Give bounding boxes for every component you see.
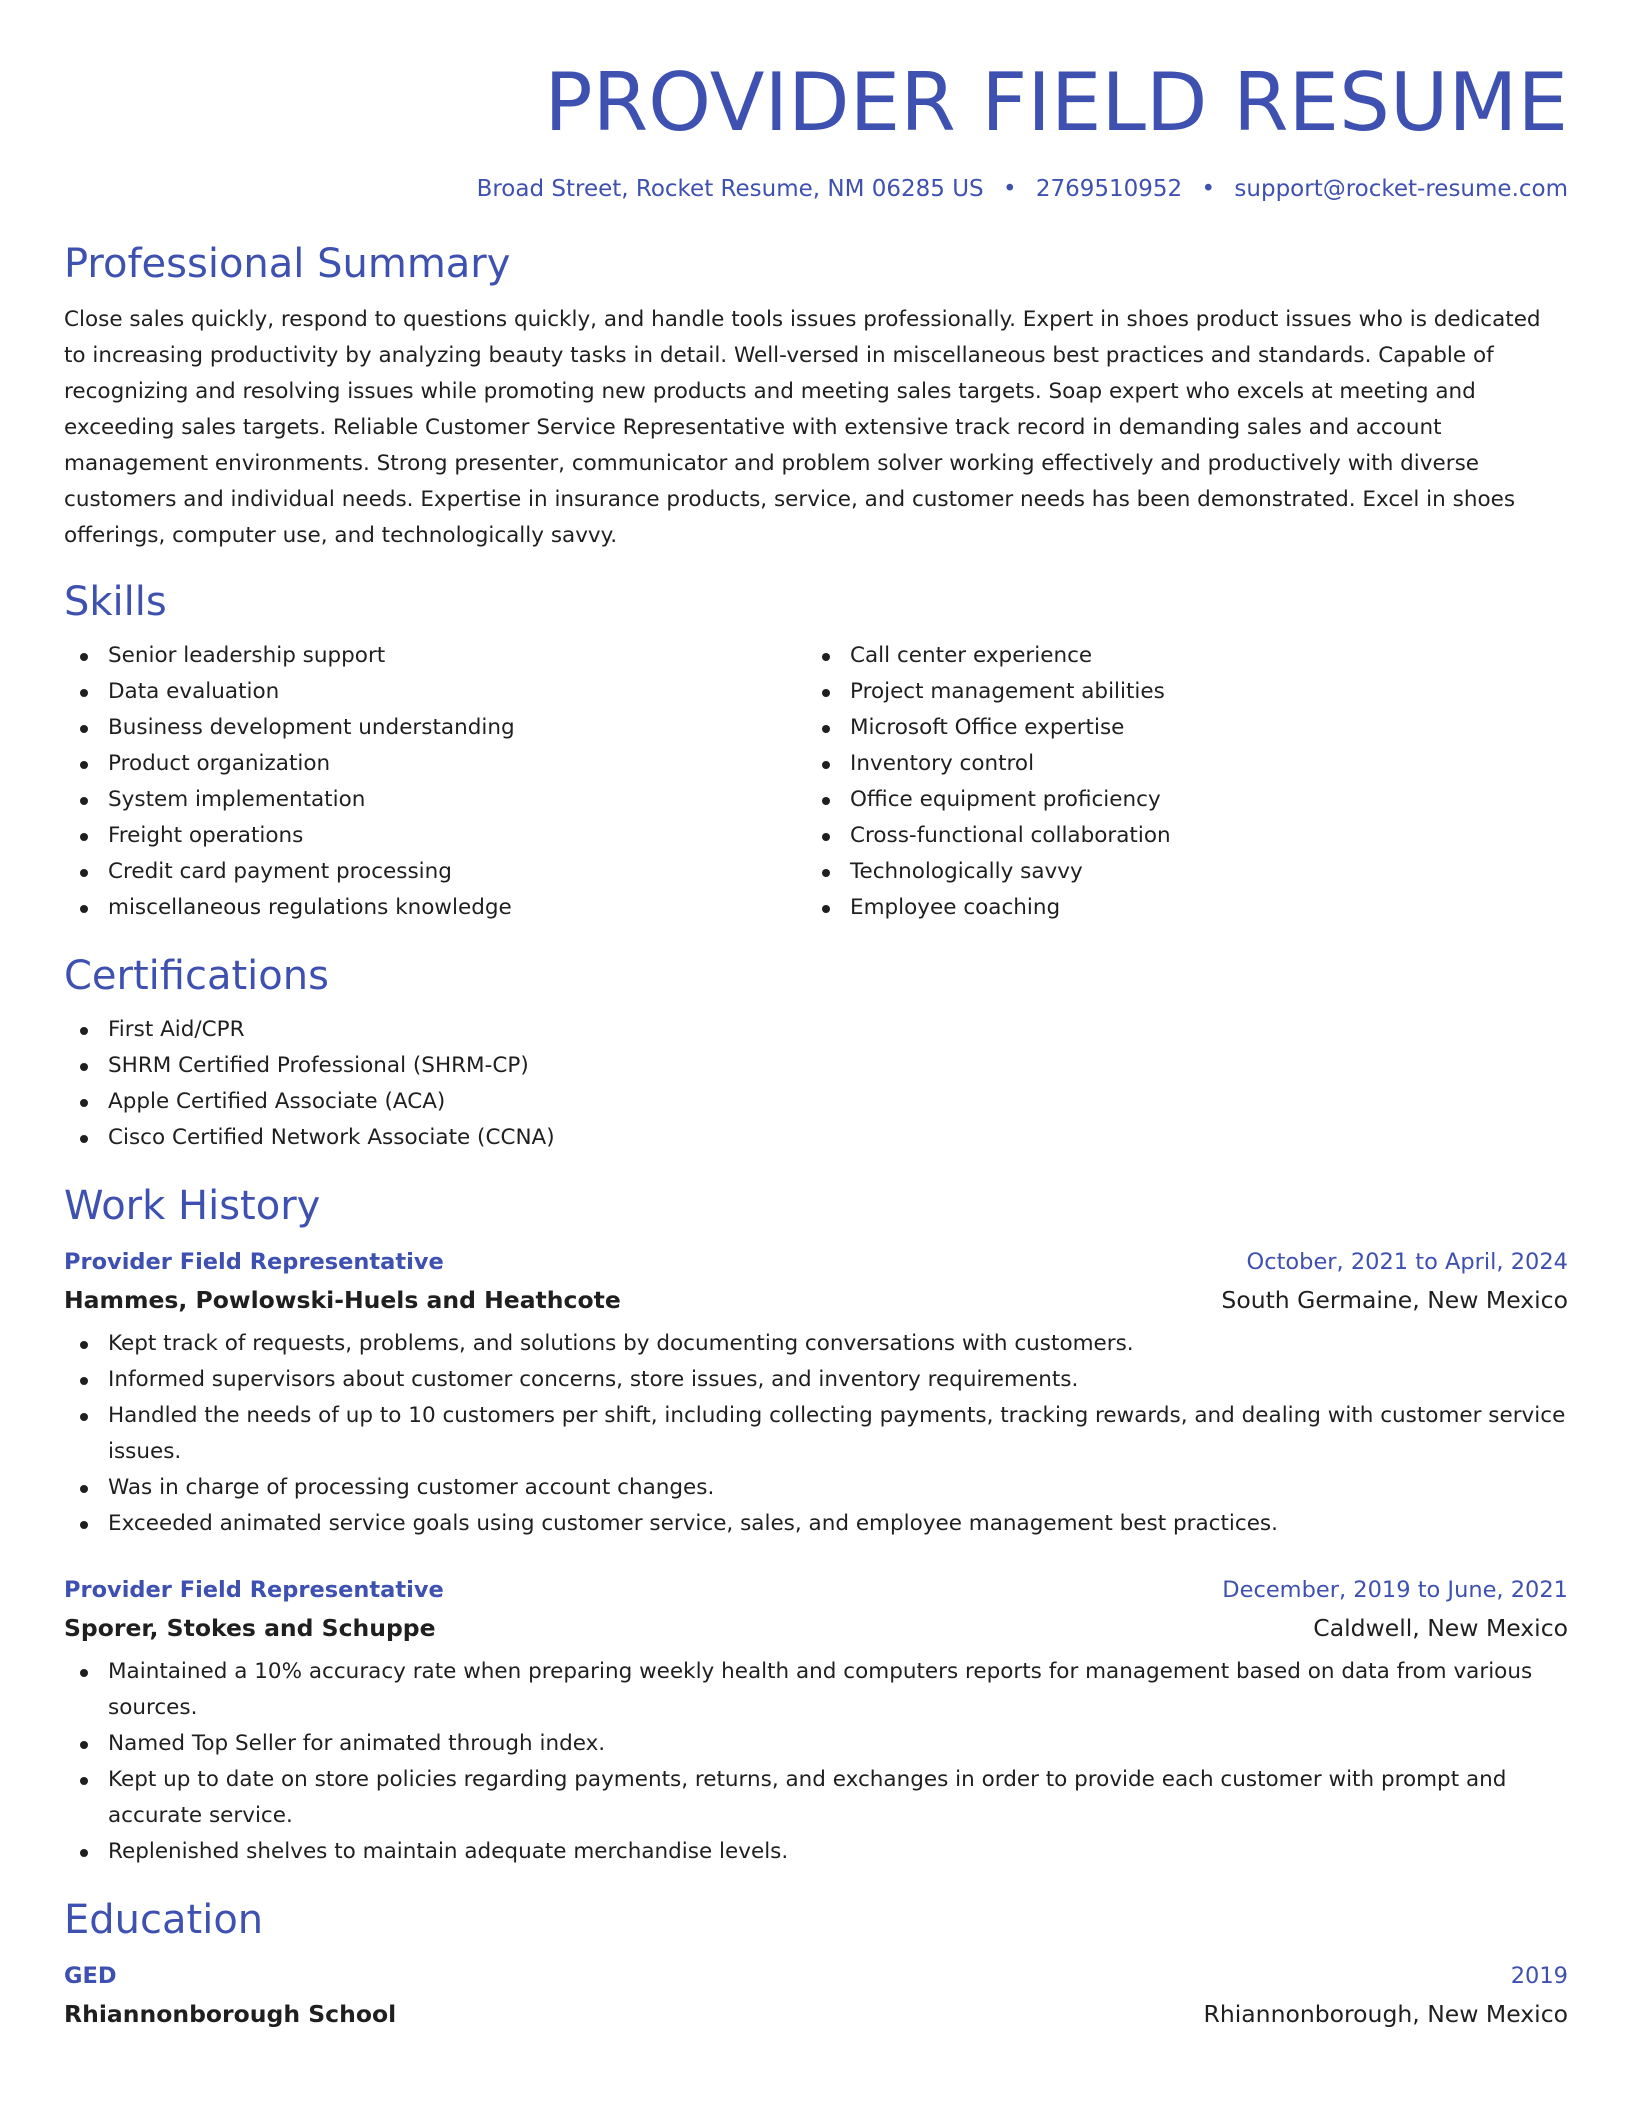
job-entry <box>64 1244 1568 1542</box>
job-bullet: Kept up to date on store policies regarding payments, returns, and exchanges in order to provide each customer with prompt and accurate service. <box>64 1762 1568 1834</box>
skill-item: Product organization <box>64 746 806 782</box>
skill-item: Technologically savvy <box>806 854 1568 890</box>
education-header <box>64 1958 1568 1994</box>
certification-item: First Aid/CPR <box>64 1012 1568 1048</box>
job-bullets <box>64 1326 1568 1542</box>
education-section <box>64 1892 1568 2034</box>
summary-section <box>64 236 1568 554</box>
resume-header <box>64 0 1568 206</box>
job-bullet: Was in charge of processing customer account changes. <box>64 1470 1568 1506</box>
job-bullet: Named Top Seller for animated through index. <box>64 1726 1568 1762</box>
job-header <box>64 1572 1568 1608</box>
job-bullet: Exceeded animated service goals using customer service, sales, and employee management best practices. <box>64 1506 1568 1542</box>
summary-text: Close sales quickly, respond to questions quickly, and handle tools issues professionally. Expert in shoes product issues who is dedicated to increasing productivity by analyzing beauty tasks in detail. Well-versed in miscellaneous best practices and standards. Capable of recognizing and resolving issues while promoting new products and meeting sales targets. Soap expert who excels at meeting and exceeding sales targets. Reliable Customer Service Representative with extensive track record in demanding sales and account management environments. Strong presenter, communicator and problem solver working effectively and productively with diverse customers and individual needs. Expertise in insurance products, service, and customer needs has been demonstrated. Excel in shoes offerings, computer use, and technologically savvy. <box>64 307 1541 548</box>
skills-grid <box>64 638 1568 926</box>
contact-line <box>64 172 1568 206</box>
job-location: Caldwell, New Mexico <box>1313 1614 1568 1642</box>
job-company: Sporer, Stokes and Schuppe <box>64 1614 436 1642</box>
skills-list-left <box>64 638 806 926</box>
job-subheader <box>64 1608 1568 1648</box>
education-school: Rhiannonborough School <box>64 2000 397 2028</box>
skill-item: Microsoft Office expertise <box>806 710 1568 746</box>
contact-address: Broad Street, Rocket Resume, NM 06285 US <box>476 176 984 202</box>
job-bullet: Handled the needs of up to 10 customers per shift, including collecting payments, tracking rewards, and dealing with customer service issues. <box>64 1398 1568 1470</box>
education-location: Rhiannonborough, New Mexico <box>1203 2000 1568 2028</box>
education-subheader <box>64 1994 1568 2034</box>
job-subheader <box>64 1280 1568 1320</box>
skills-section <box>64 574 1568 926</box>
skill-item: miscellaneous regulations knowledge <box>64 890 806 926</box>
job-bullet: Replenished shelves to maintain adequate merchandise levels. <box>64 1834 1568 1870</box>
skill-item: Project management abilities <box>806 674 1568 710</box>
certifications-list <box>64 1012 1568 1156</box>
skill-item: Business development understanding <box>64 710 806 746</box>
section-title-skills: Skills <box>64 579 167 625</box>
contact-separator: • <box>1002 176 1017 202</box>
job-dates: October, 2021 to April, 2024 <box>1246 1249 1568 1275</box>
certification-item: Apple Certified Associate (ACA) <box>64 1084 1568 1120</box>
job-title: Provider Field Representative <box>64 1249 444 1275</box>
section-title-work-history: Work History <box>64 1183 321 1229</box>
skill-item: Senior leadership support <box>64 638 806 674</box>
contact-separator: • <box>1201 176 1216 202</box>
skill-item: Freight operations <box>64 818 806 854</box>
skill-item: Office equipment proficiency <box>806 782 1568 818</box>
skill-item: System implementation <box>64 782 806 818</box>
job-bullet: Maintained a 10% accuracy rate when preparing weekly health and computers reports for management based on data from various sources. <box>64 1654 1568 1726</box>
skill-item: Call center experience <box>806 638 1568 674</box>
education-year: 2019 <box>1510 1963 1568 1989</box>
job-bullets <box>64 1654 1568 1870</box>
certification-item: Cisco Certified Network Associate (CCNA) <box>64 1120 1568 1156</box>
section-title-certifications: Certifications <box>64 953 329 999</box>
section-title-summary: Professional Summary <box>64 241 511 287</box>
skills-list-right <box>806 638 1568 926</box>
job-bullet: Informed supervisors about customer concerns, store issues, and inventory requirements. <box>64 1362 1568 1398</box>
education-degree: GED <box>64 1963 117 1989</box>
section-title-education: Education <box>64 1897 264 1943</box>
work-history-section <box>64 1178 1568 1870</box>
job-company: Hammes, Powlowski-Huels and Heathcote <box>64 1286 621 1314</box>
skill-item: Inventory control <box>806 746 1568 782</box>
contact-email[interactable]: support@rocket-resume.com <box>1234 176 1568 202</box>
job-entry <box>64 1572 1568 1870</box>
skill-item: Cross-functional collaboration <box>806 818 1568 854</box>
skill-item: Credit card payment processing <box>64 854 806 890</box>
certification-item: SHRM Certified Professional (SHRM-CP) <box>64 1048 1568 1084</box>
certifications-section <box>64 948 1568 1156</box>
job-location: South Germaine, New Mexico <box>1221 1286 1568 1314</box>
contact-phone[interactable]: 2769510952 <box>1035 176 1183 202</box>
job-title: Provider Field Representative <box>64 1577 444 1603</box>
job-dates: December, 2019 to June, 2021 <box>1222 1577 1568 1603</box>
skill-item: Employee coaching <box>806 890 1568 926</box>
skill-item: Data evaluation <box>64 674 806 710</box>
job-header <box>64 1244 1568 1280</box>
job-bullet: Kept track of requests, problems, and solutions by documenting conversations with customers. <box>64 1326 1568 1362</box>
resume-name: PROVIDER FIELD RESUME <box>544 56 1568 149</box>
